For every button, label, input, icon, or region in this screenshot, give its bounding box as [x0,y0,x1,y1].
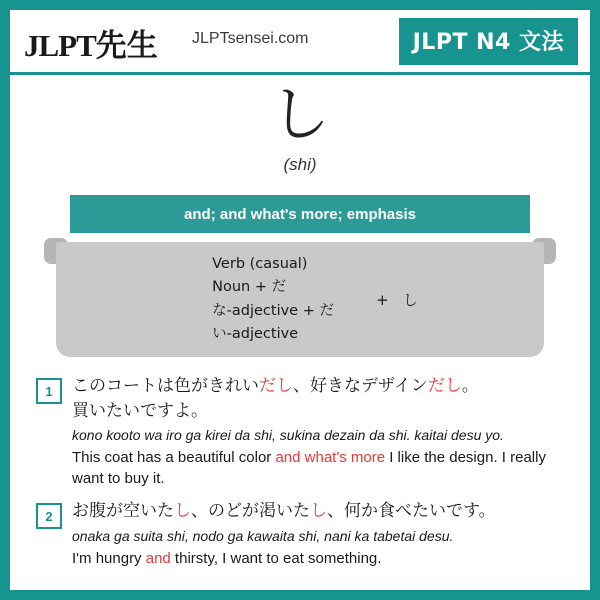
construction-form-line: い-adjective [212,325,299,342]
example-text: このコートは色がきれい [72,376,259,396]
example-en-highlight: and [145,549,171,567]
logo-jp-text: 先生 [95,28,158,64]
example-highlight: し [310,501,327,522]
romaji-reading: (shi) [283,155,317,174]
construction-forms [212,253,334,347]
construction-form-line: Verb (casual) [212,255,308,272]
meaning-bar: and; and what's more; emphasis [70,195,530,233]
construction-form-line: な-adjective + だ [212,302,334,319]
logo-latin-text: JLPT [24,28,96,63]
example-en-text: thirsty, I want to eat something. [170,549,382,567]
example-romaji: onaka ga suita shi, nodo ga kawaita shi, nani ka tabetai desu. [72,527,454,544]
example-en-text: This coat has a beautiful color [72,449,276,467]
construction-box [44,238,556,363]
header [10,10,590,72]
example-romaji: kono kooto wa iro ga kirei da shi, sukina dezain da shi. kaitai desu yo. [72,427,504,444]
example-english [72,447,576,489]
site-url: JLPTsensei.com [192,30,309,47]
example-text: 買いたいですよ。 [72,400,208,421]
example-en-highlight: and what's more [275,449,386,467]
construction-plus: + し [375,291,418,309]
example-text: お腹が空いた [72,501,174,522]
example-text: 、好きなデザイン [293,376,428,396]
example-text: 。 [461,376,479,396]
example-highlight: し [174,501,191,522]
level-badge: JLPT N4 文法 [399,18,578,65]
example-highlight: だし [259,376,293,396]
grammar-card [10,10,590,590]
site-logo [24,20,158,65]
example-number: 1 [36,378,62,404]
example-japanese [72,374,576,423]
example-english [72,548,576,569]
header-divider [10,72,590,75]
example-text: 、のどが渇いた [191,501,310,522]
example-en-text: I like the design. I really want to buy it. [72,449,546,488]
kana-headword: し [270,80,330,150]
example-item [10,493,590,573]
example-highlight: だし [427,376,462,396]
construction-panel [56,242,544,357]
example-japanese [72,499,576,524]
examples-list [10,368,590,573]
example-item [10,368,590,493]
example-number: 2 [36,503,62,529]
construction-form-line: Noun + だ [212,279,287,296]
example-text: 、何か食べたいです。 [327,501,496,522]
example-en-text: I'm hungry [72,549,146,567]
